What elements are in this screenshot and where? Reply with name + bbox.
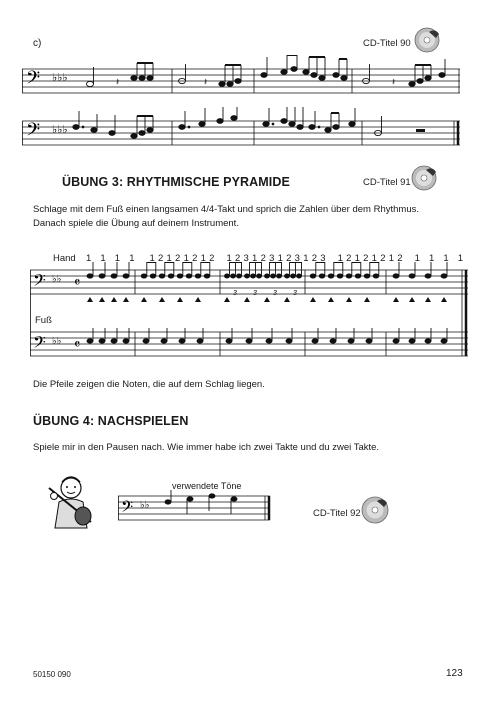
exercise-3-title: ÜBUNG 3: RHYTHMISCHE PYRAMIDE xyxy=(62,175,290,189)
cd-icon xyxy=(410,164,440,194)
svg-text:3: 3 xyxy=(293,290,297,297)
cd-track-label-92: CD-Titel 92 xyxy=(313,508,361,519)
exercise-3-instruction-1: Schlage mit dem Fuß einen langsamen 4/4-Takt und sprich die Zahlen über dem Rhythmus. xyxy=(33,204,420,215)
rhythm-counts: 1 1 1 1 1 2 1 2 1 2 1 2 1 2 3 1 2 3 1 2 3 1 2 3 1 2 1 2 1 2 1 2 1 1 1 1 xyxy=(86,253,464,264)
cd-track-label-90: CD-Titel 90 xyxy=(363,38,411,49)
exercise-3-instruction-2: Danach spiele die Übung auf deinem Instrument. xyxy=(33,218,239,229)
music-staff-c-line1 xyxy=(22,55,462,105)
used-tones-staff xyxy=(118,490,273,524)
svg-text:𝄢: 𝄢 xyxy=(121,499,134,520)
section-c-label: c) xyxy=(33,38,42,49)
exercise-4-instruction: Spiele mir in den Pausen nach. Wie immer habe ich zwei Takte und du zwei Takte. xyxy=(33,442,380,453)
svg-text:𝄽: 𝄽 xyxy=(392,77,396,88)
svg-text:♭♭: ♭♭ xyxy=(140,500,150,511)
exercise-4-title: ÜBUNG 4: NACHSPIELEN xyxy=(33,414,189,428)
bass-player-illustration xyxy=(45,474,100,534)
music-staff-c-line2 xyxy=(22,107,462,157)
page-number: 123 xyxy=(446,668,463,679)
svg-text:𝄴: 𝄴 xyxy=(74,336,81,352)
svg-text:3: 3 xyxy=(253,290,257,297)
foot-label: Fuß xyxy=(35,315,52,326)
svg-text:3: 3 xyxy=(273,290,277,297)
svg-text:𝄢: 𝄢 xyxy=(33,334,46,356)
exercise-3-note: Die Pfeile zeigen die Noten, die auf dem Schlag liegen. xyxy=(33,379,265,390)
svg-text:𝄢: 𝄢 xyxy=(26,119,41,144)
footer-code: 50150 090 xyxy=(33,670,71,679)
svg-text:3: 3 xyxy=(233,290,237,297)
rhythm-pyramid-staff xyxy=(30,262,470,362)
svg-text:♭♭: ♭♭ xyxy=(52,336,62,347)
hand-label: Hand xyxy=(53,253,76,264)
cd-icon xyxy=(413,26,443,56)
svg-text:♭♭♭: ♭♭♭ xyxy=(52,72,68,84)
svg-text:♭♭♭: ♭♭♭ xyxy=(52,124,68,136)
cd-icon xyxy=(360,494,392,526)
svg-text:𝄢: 𝄢 xyxy=(33,272,46,294)
svg-text:𝄴: 𝄴 xyxy=(74,274,81,290)
svg-text:♭♭: ♭♭ xyxy=(52,274,62,285)
cd-track-label-91: CD-Titel 91 xyxy=(363,177,411,188)
svg-text:𝄽: 𝄽 xyxy=(116,77,120,88)
svg-text:𝄢: 𝄢 xyxy=(26,67,41,92)
svg-text:𝄽: 𝄽 xyxy=(204,77,208,88)
tones-label: verwendete Töne xyxy=(172,481,242,491)
